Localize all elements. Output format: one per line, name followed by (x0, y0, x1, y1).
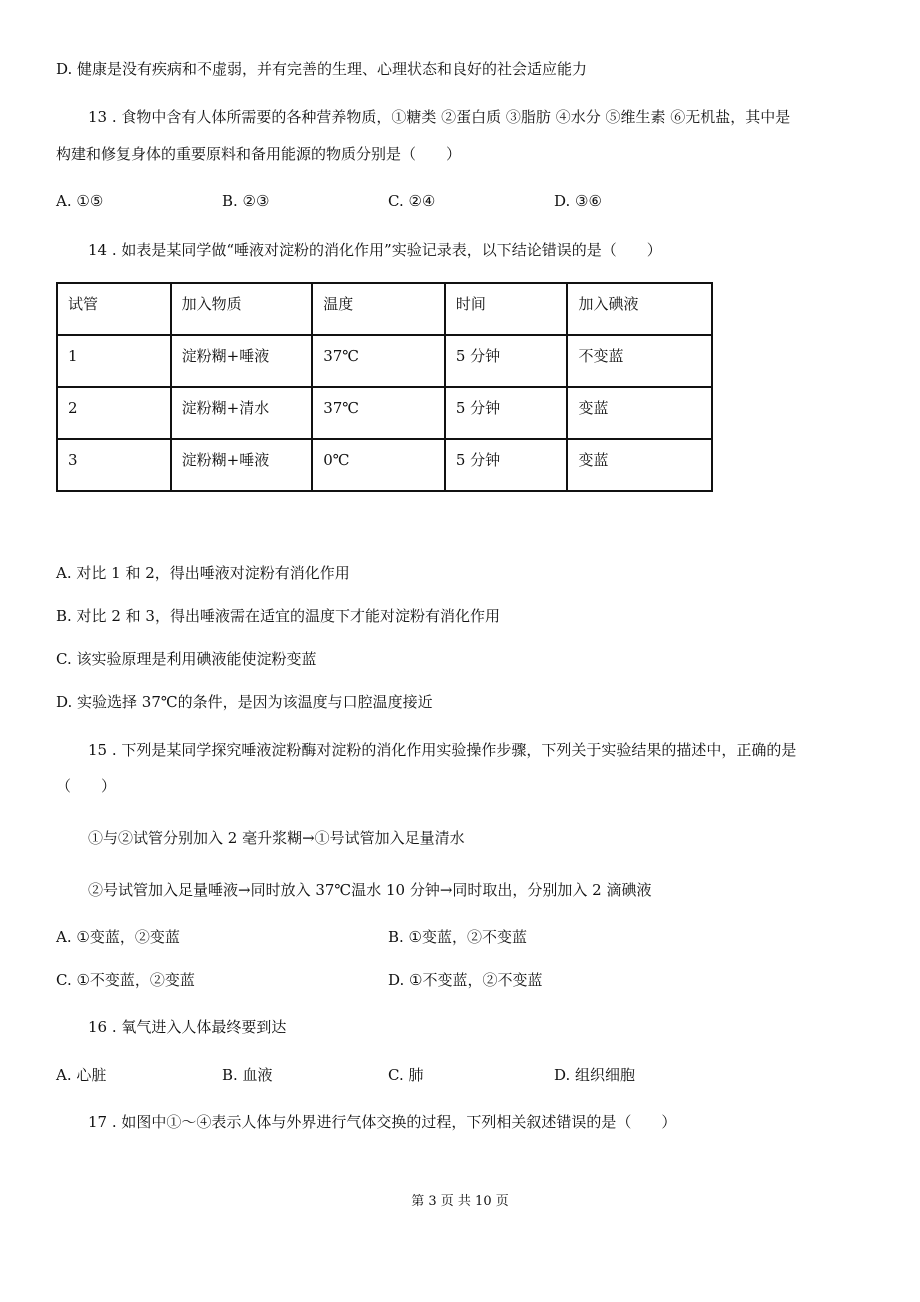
table-cell: 5 分钟 (445, 335, 568, 387)
table-row (57, 439, 712, 491)
table-row (57, 387, 712, 439)
q14-option-c: C. 该实验原理是利用碘液能使淀粉变蓝 (56, 650, 317, 668)
table-row (57, 335, 712, 387)
table-cell: 5 分钟 (445, 439, 568, 491)
table-header-row (57, 283, 712, 335)
q15-step1: ①与②试管分别加入 2 毫升浆糊→①号试管加入足量清水 (88, 829, 465, 847)
q15-option-c: C. ①不变蓝，②变蓝 (56, 971, 195, 989)
q16-option-b: B. 血液 (222, 1066, 273, 1084)
q15-stem-line2: （ ） (56, 777, 117, 795)
table-cell: 变蓝 (567, 387, 712, 439)
table-cell: 不变蓝 (567, 335, 712, 387)
q16-option-a: A. 心脏 (56, 1066, 107, 1084)
q13-option-b: B. ②③ (222, 192, 270, 210)
q16-option-c: C. 肺 (388, 1066, 424, 1084)
q16-stem: 16 . 氧气进入人体最终要到达 (88, 1018, 287, 1036)
q14-option-a: A. 对比 1 和 2，得出唾液对淀粉有消化作用 (56, 564, 350, 582)
table-cell: 淀粉糊+唾液 (171, 439, 313, 491)
q13-option-a: A. ①⑤ (56, 192, 104, 210)
table-header-cell: 温度 (312, 283, 445, 335)
q13-stem-line1: 13 . 食物中含有人体所需要的各种营养物质，①糖类 ②蛋白质 ③脂肪 ④水分 ⑤维生素 ⑥无机盐，其中是 (88, 108, 791, 126)
table-cell: 1 (57, 335, 171, 387)
table-header-cell: 时间 (445, 283, 568, 335)
table-cell: 37℃ (312, 387, 445, 439)
q15-option-b: B. ①变蓝，②不变蓝 (388, 928, 528, 946)
q15-option-d: D. ①不变蓝，②不变蓝 (388, 971, 543, 989)
table-header-cell: 试管 (57, 283, 171, 335)
q12-option-d: D. 健康是没有疾病和不虚弱，并有完善的生理、心理状态和良好的社会适应能力 (56, 60, 588, 78)
q15-option-a: A. ①变蓝，②变蓝 (56, 928, 180, 946)
table-cell: 5 分钟 (445, 387, 568, 439)
table-header-cell: 加入物质 (171, 283, 313, 335)
table-header-cell: 加入碘液 (567, 283, 712, 335)
table-cell: 淀粉糊+唾液 (171, 335, 313, 387)
experiment-table (56, 282, 713, 492)
q15-stem-line1: 15 . 下列是某同学探究唾液淀粉酶对淀粉的消化作用实验操作步骤，下列关于实验结果的描述中，正确的是 (88, 741, 797, 759)
page-footer: 第 3 页 共 10 页 (411, 1194, 509, 1209)
q14-stem: 14 . 如表是某同学做“唾液对淀粉的消化作用”实验记录表，以下结论错误的是（ ） (88, 241, 662, 259)
table-cell: 2 (57, 387, 171, 439)
table-cell: 变蓝 (567, 439, 712, 491)
table-cell: 37℃ (312, 335, 445, 387)
q13-option-c: C. ②④ (388, 192, 436, 210)
q17-stem: 17 . 如图中①～④表示人体与外界进行气体交换的过程，下列相关叙述错误的是（ ） (88, 1113, 677, 1131)
q13-stem-line2: 构建和修复身体的重要原料和备用能源的物质分别是（ ） (56, 145, 462, 163)
q14-option-b: B. 对比 2 和 3，得出唾液需在适宜的温度下才能对淀粉有消化作用 (56, 607, 500, 625)
table-cell: 0℃ (312, 439, 445, 491)
q13-option-d: D. ③⑥ (554, 192, 602, 210)
table-cell: 淀粉糊+清水 (171, 387, 313, 439)
q14-option-d: D. 实验选择 37℃的条件，是因为该温度与口腔温度接近 (56, 693, 433, 711)
table-cell: 3 (57, 439, 171, 491)
q16-option-d: D. 组织细胞 (554, 1066, 636, 1084)
q15-step2: ②号试管加入足量唾液→同时放入 37℃温水 10 分钟→同时取出，分别加入 2 滴碘液 (88, 881, 652, 899)
